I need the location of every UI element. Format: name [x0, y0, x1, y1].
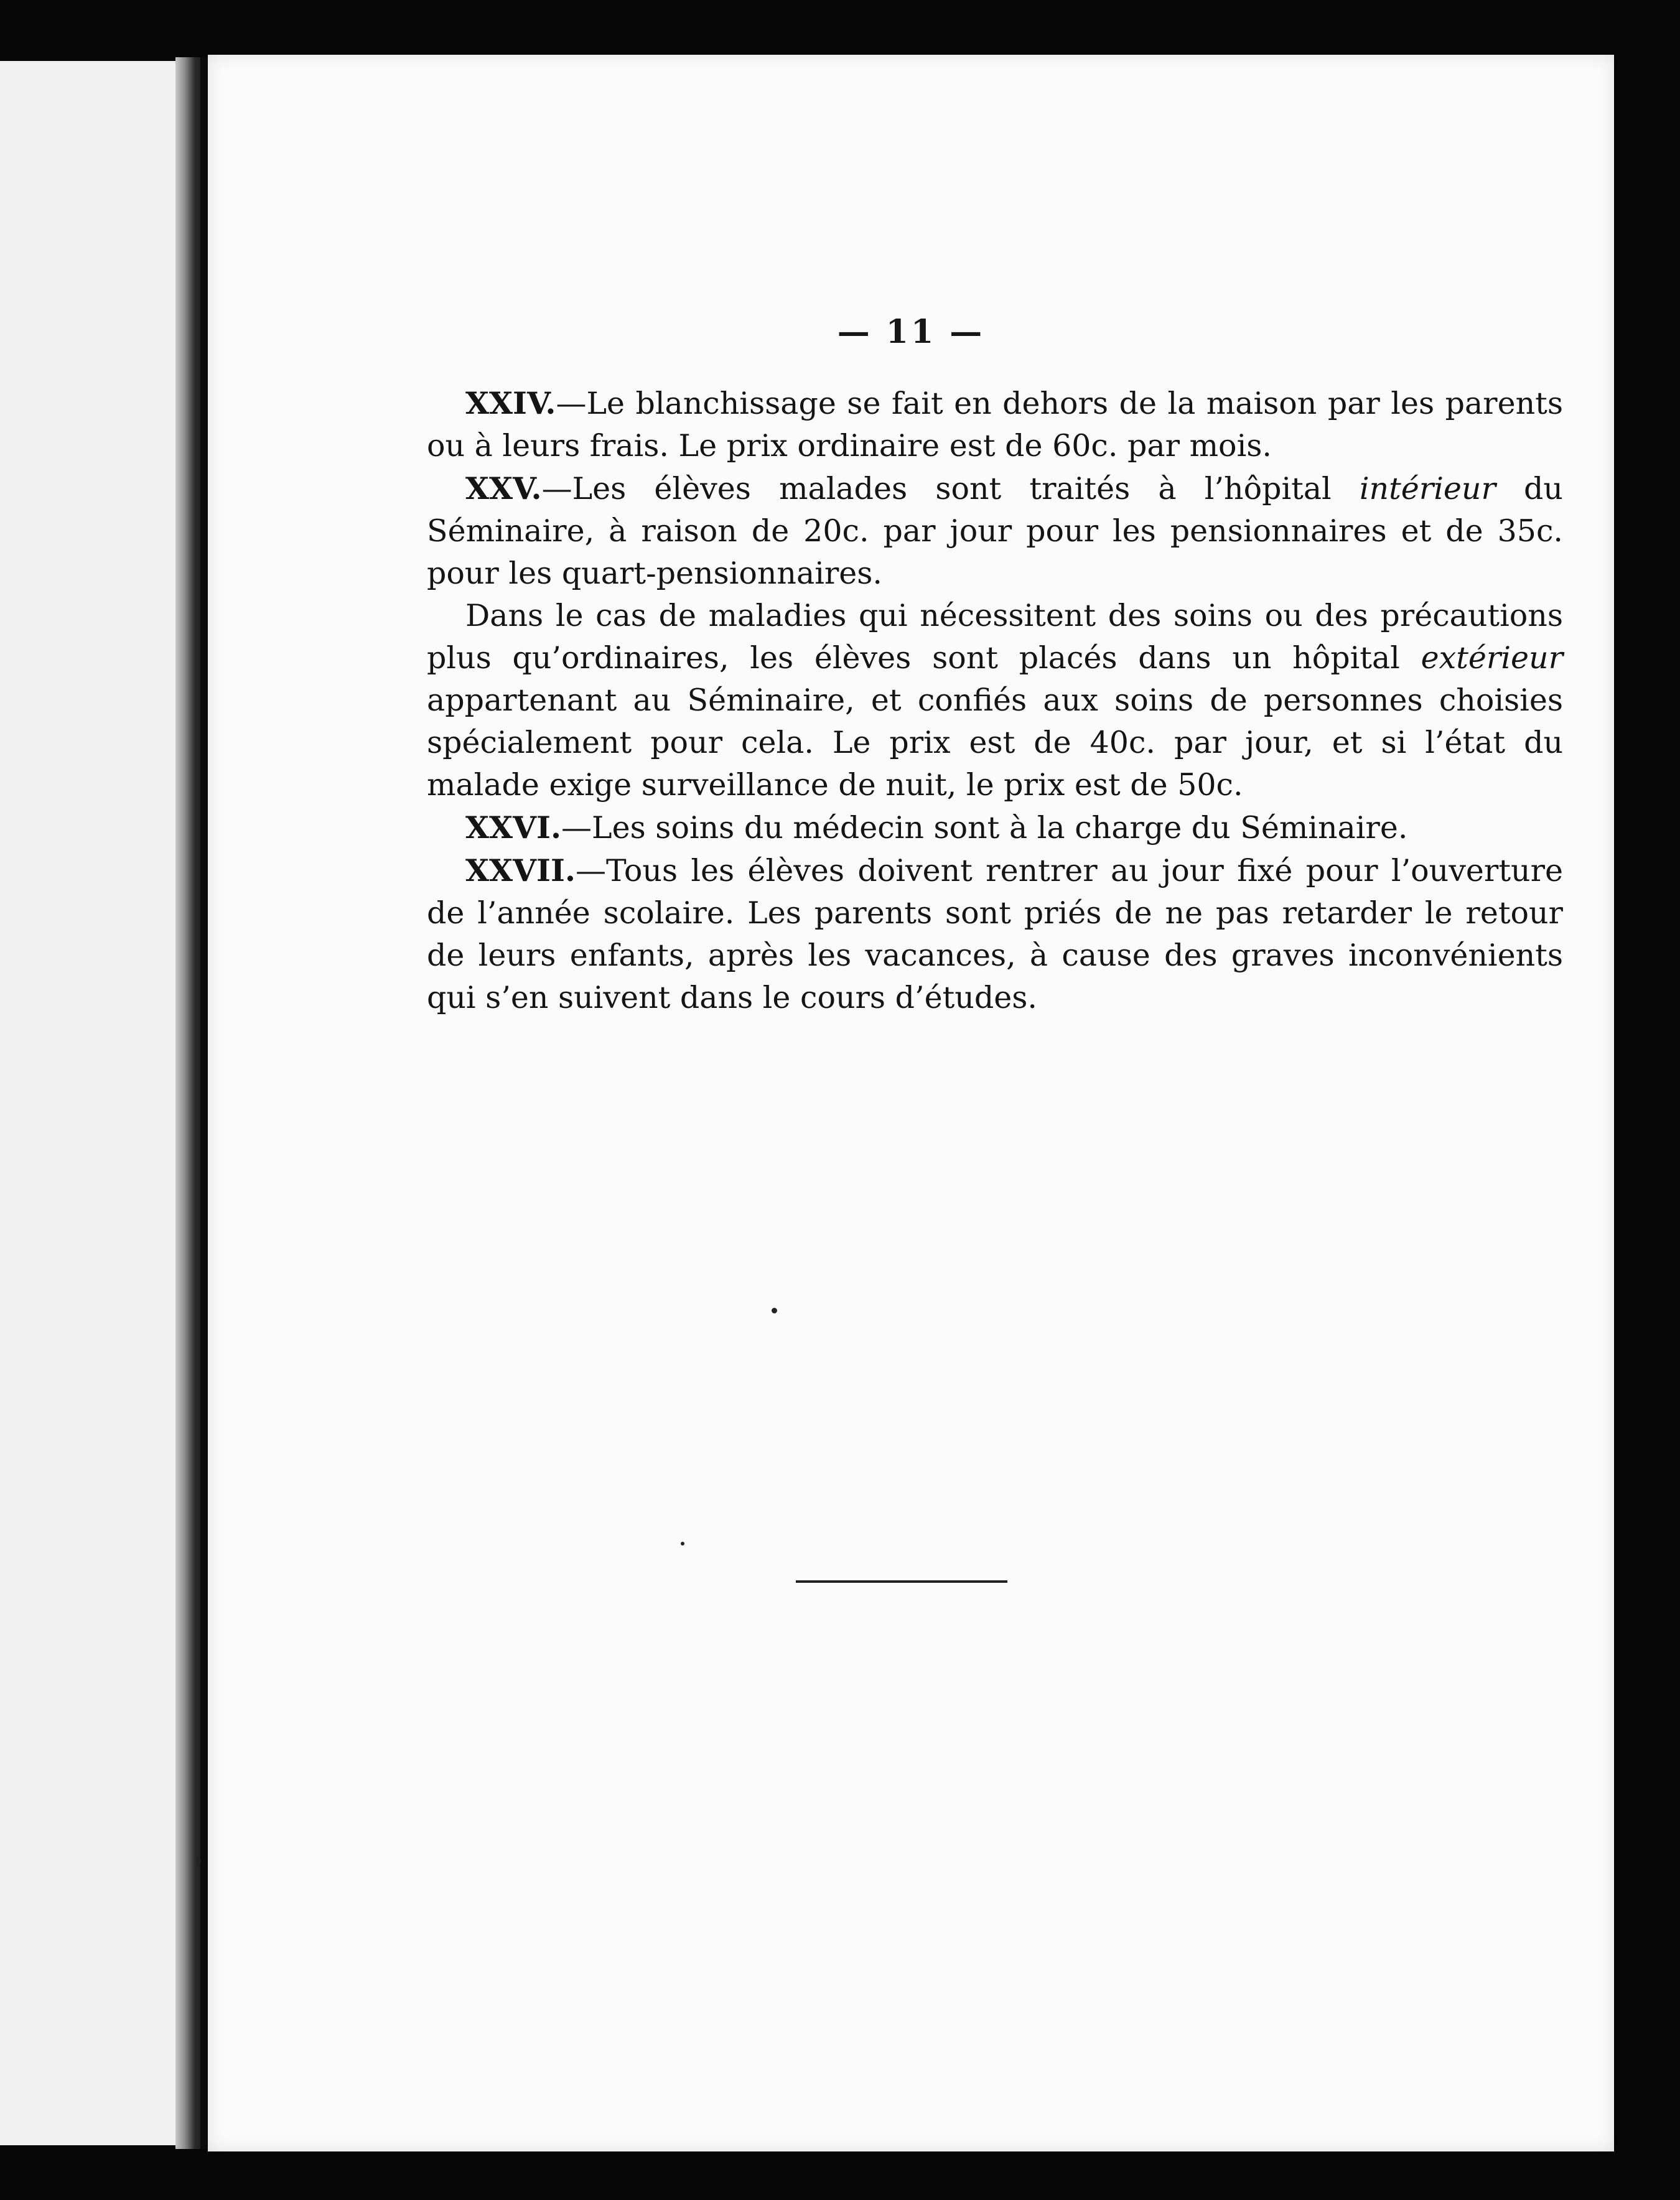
paragraph-text: —Les soins du médecin sont à la charge du Séminaire.: [561, 810, 1408, 846]
end-rule: [796, 1580, 1007, 1583]
paragraph-text: du Séminaire, à raison de 20c. par jour pour les pensionnaires et de 35c. pour les quart-pensionnaires.: [427, 471, 1563, 591]
article-number: XXVI.: [465, 809, 562, 846]
page-number: — 11 —: [837, 313, 985, 351]
paragraph-text: —Le blanchissage se fait en dehors de la maison par les parents ou à leurs frais. Le prix ordinaire est de 60c. par mois.: [427, 386, 1563, 464]
scanned-page: [208, 55, 1614, 2151]
paragraph-maladies: [427, 595, 1563, 806]
article-number: XXIV.: [465, 385, 556, 421]
page-text: [427, 382, 1563, 1019]
article-number: XXVII.: [465, 852, 576, 888]
italic-word: intérieur: [1359, 471, 1496, 506]
italic-word: extérieur: [1421, 640, 1563, 676]
paragraph-xxvii: [427, 849, 1563, 1019]
facing-page-edge: [0, 61, 182, 2145]
ink-speck: [197, 1859, 201, 1863]
paragraph-text: appartenant au Séminaire, et confiés aux soins de personnes choisies spécialement pour cela. Le prix est de 40c. par jour, et si l’état du malade exige surveillance de nuit, le prix est de 50c.: [427, 683, 1563, 803]
paragraph-text: —Les élèves malades sont traités à l’hôpital: [541, 471, 1360, 506]
gutter-shadow: [200, 57, 208, 2149]
paragraph-xxv: [427, 467, 1563, 595]
ink-speck: [681, 1542, 684, 1545]
paragraph-xxvi: [427, 806, 1563, 849]
paragraph-text: —Tous les élèves doivent rentrer au jour fixé pour l’ouverture de l’année scolaire. Les parents sont priés de ne pas retarder le retour de leurs enfants, après les vacances, à cause des graves inconvénients qui s’en suivent dans le cours d’études.: [427, 853, 1563, 1015]
ink-speck: [772, 1308, 777, 1313]
paragraph-text: Dans le cas de maladies qui nécessitent des soins ou des précautions plus qu’ordinaires, les élèves sont placés dans un hôpital: [427, 598, 1563, 676]
paragraph-xxiv: [427, 382, 1563, 467]
article-number: XXV.: [465, 470, 542, 506]
